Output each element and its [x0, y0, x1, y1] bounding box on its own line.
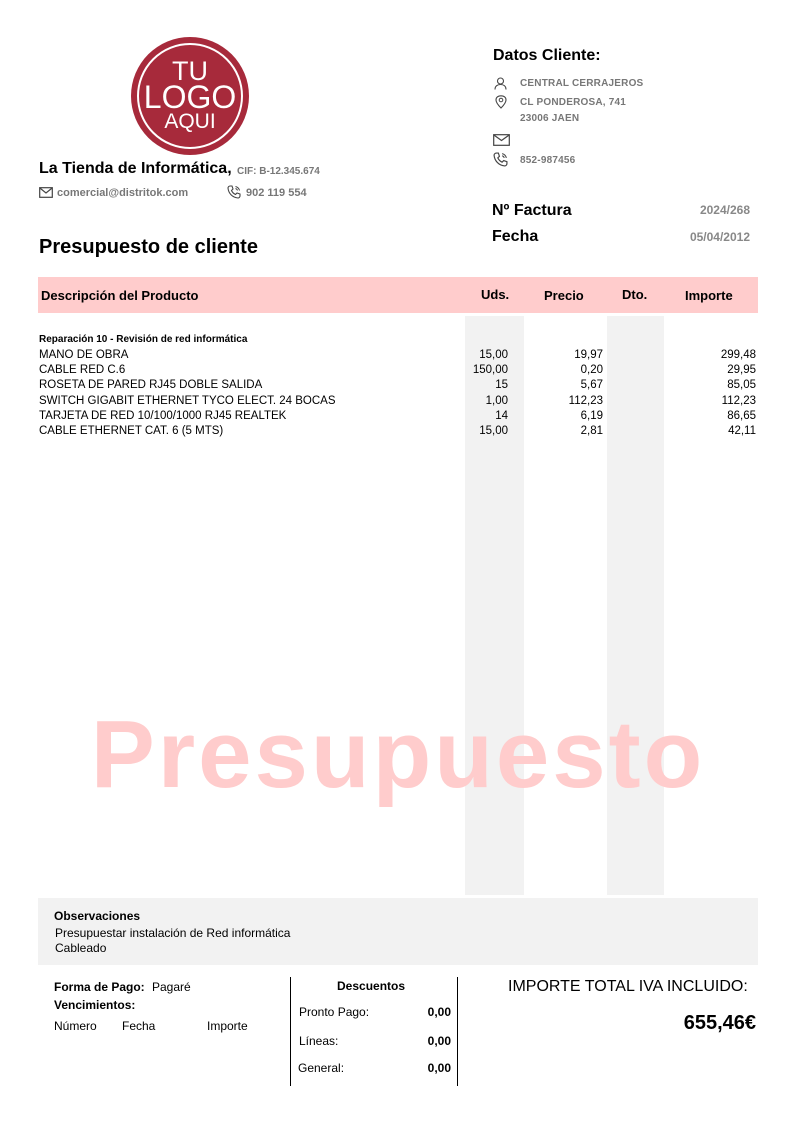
- logo-text-line1: TU: [172, 56, 208, 86]
- logo-text-line3: AQUI: [164, 110, 216, 133]
- company-name: La Tienda de Informática,: [39, 160, 232, 177]
- due-column-number: Número: [54, 1019, 97, 1033]
- table-row: [0, 378, 795, 393]
- product-quantity: 1,00: [485, 394, 508, 407]
- product-quantity: 150,00: [472, 364, 508, 377]
- observations-title: Observaciones: [54, 909, 141, 923]
- divider: [457, 977, 458, 1086]
- observations-line: Presupuestar instalación de Red informática: [55, 926, 291, 940]
- discount-pronto-pago-value: 0,00: [427, 1005, 451, 1019]
- company-email[interactable]: comercial@distritok.com: [57, 187, 189, 199]
- company-phone[interactable]: 902 119 554: [246, 187, 307, 199]
- total-value: 655,46€: [683, 1012, 756, 1034]
- table-row: [0, 409, 795, 424]
- product-amount: 42,11: [728, 425, 756, 437]
- discount-pronto-pago-label: Pronto Pago:: [299, 1005, 370, 1019]
- product-price: 19,97: [574, 349, 603, 361]
- product-price: 6,19: [580, 409, 603, 422]
- phone-icon: [227, 185, 241, 199]
- product-amount: 299,48: [720, 349, 756, 361]
- document-title: Presupuesto de cliente: [39, 236, 258, 258]
- product-description: MANO DE OBRA: [39, 349, 129, 361]
- invoice-number-label: Nº Factura: [492, 202, 572, 219]
- product-amount: 86,65: [727, 409, 756, 422]
- total-label: IMPORTE TOTAL IVA INCLUIDO:: [508, 978, 748, 995]
- table-row: [0, 348, 795, 363]
- product-price: 2,81: [580, 425, 603, 437]
- logo-text-line2: LOGO: [143, 79, 237, 115]
- due-dates-label: Vencimientos:: [54, 998, 136, 1012]
- company-logo: [131, 37, 249, 155]
- watermark: Presupuesto: [90, 701, 706, 808]
- product-amount: 112,23: [721, 394, 756, 407]
- product-price: 112,23: [568, 394, 603, 407]
- discount-general-label: General:: [298, 1061, 345, 1075]
- column-header-precio: Precio: [544, 288, 584, 303]
- payment-method: Pagaré: [152, 980, 191, 994]
- phone-icon: [493, 152, 508, 167]
- column-header-dto: Dto.: [622, 287, 648, 302]
- mail-icon: [493, 134, 510, 146]
- column-header-uds: Uds.: [481, 287, 510, 302]
- discount-lineas-value: 0,00: [427, 1034, 451, 1048]
- table-row: [0, 394, 795, 409]
- product-amount: 29,95: [727, 364, 756, 377]
- invoice-date-label: Fecha: [492, 228, 539, 245]
- discounts-title: Descuentos: [337, 979, 406, 993]
- company-cif: CIF: B-12.345.674: [237, 166, 320, 177]
- product-quantity: 15,00: [479, 425, 508, 437]
- divider: [290, 977, 291, 1086]
- discount-general-value: 0,00: [427, 1061, 451, 1075]
- invoice-date: 05/04/2012: [689, 230, 750, 244]
- product-description: ROSETA DE PARED RJ45 DOBLE SALIDA: [39, 379, 263, 392]
- column-header-importe: Importe: [685, 288, 733, 303]
- due-column-amount: Importe: [207, 1019, 248, 1033]
- product-quantity: 15,00: [479, 349, 508, 361]
- product-description: CABLE RED C.6: [39, 364, 126, 377]
- product-description: CABLE ETHERNET CAT. 6 (5 MTS): [39, 425, 224, 437]
- product-price: 5,67: [580, 379, 603, 392]
- mail-icon: [39, 187, 53, 198]
- invoice-number: 2024/268: [699, 203, 750, 217]
- product-quantity: 15: [495, 379, 508, 392]
- product-amount: 85,05: [727, 379, 756, 392]
- user-icon: [494, 77, 507, 90]
- client-phone: 852-987456: [520, 155, 576, 166]
- location-pin-icon: [495, 95, 507, 109]
- column-header-description: Descripción del Producto: [41, 288, 199, 303]
- due-column-date: Fecha: [122, 1019, 156, 1033]
- client-section-title: Datos Cliente:: [493, 47, 601, 64]
- product-quantity: 14: [495, 409, 508, 422]
- section-title: Reparación 10 - Revisión de red informática: [39, 334, 248, 345]
- product-description: TARJETA DE RED 10/100/1000 RJ45 REALTEK: [39, 409, 287, 422]
- client-address-line1: CL PONDEROSA, 741: [520, 97, 627, 108]
- observations-line: Cableado: [55, 941, 107, 955]
- table-row: [0, 363, 795, 378]
- client-address-line2: 23006 JAEN: [520, 113, 580, 124]
- product-price: 0,20: [580, 364, 603, 377]
- product-description: SWITCH GIGABIT ETHERNET TYCO ELECT. 24 BOCAS: [39, 394, 336, 407]
- payment-method-label: Forma de Pago:: [54, 980, 145, 994]
- client-name: CENTRAL CERRAJEROS: [520, 78, 644, 89]
- table-row: [0, 424, 795, 439]
- discount-lineas-label: Líneas:: [299, 1034, 339, 1048]
